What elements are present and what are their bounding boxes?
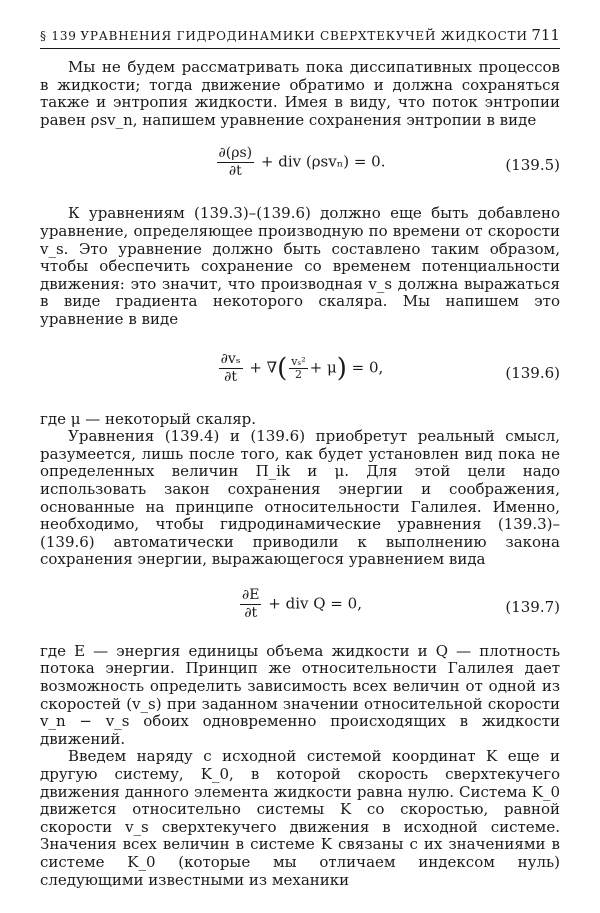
book-page [40, 26, 560, 889]
equation-139-5: $\frac{\partial(\rho s)}{\partial t}$ + div (ρsvₙ) = 0. (139.5) [218, 145, 560, 180]
paragraph-5: где E — энергия единицы объема жидкости и Q — плотность потока энергии. Принцип же относительности Галилея дает возможность определить зависимость всех величин от одной из скоростей (v_s) при заданном значении относительной скорости v_n − v_s обоих одновременно происходящих в жидкости движений. [40, 641, 560, 748]
equation-number: (139.7) [505, 597, 560, 616]
fraction: $\frac{\partial(\rho s)}{\partial t}$ [218, 145, 253, 180]
running-header [40, 26, 560, 44]
paragraph-6: Введем наряду с исходной системой координат K еще и другую систему, K_0, в которой скорость сверхтекучего движения данного элемента жидкости равна нулю. Система K_0 движется относительно системы K со скоростью, равной скорости v_s сверхтекучего движения в исходной системе. Значения всех величин в системе K связаны с их значениями в системе K_0 (которые мы отличаем индексом нуль) следующими известными из механики [40, 747, 560, 889]
fraction: $\frac{\partial E}{\partial t}$ [242, 586, 260, 621]
page-number: 711 [531, 26, 560, 44]
equation-number: (139.6) [505, 363, 560, 382]
section-number: § 139 [40, 29, 77, 43]
header-title: УРАВНЕНИЯ ГИДРОДИНАМИКИ СВЕРХТЕКУЧЕЙ ЖИДКОСТИ [80, 29, 528, 43]
paragraph-2: К уравнениям (139.3)–(139.6) должно еще быть добавлено уравнение, определяющее производную по времени от скорости v_s. Это уравнение должно быть составлено таким образом, чтобы обеспечить сохранение со временем потенциальности движения: это значит, что производная v_s должна выражаться в виде градиента некоторого скаляра. Мы напишем это уравнение в виде [40, 204, 560, 328]
paragraph-4: Уравнения (139.4) и (139.6) приобретут реальный смысл, разумеется, лишь после того, как будет установлен вид пока не определенных величин Π_ik и μ. Для этой цели надо использовать закон сохранения энергии и соображения, основанные на принципе относительности Галилея. Именно, необходимо, чтобы гидродинамические уравнения (139.3)–(139.6) автоматически приводили к выполнению закона сохранения энергии, выражающегося уравнением вида [40, 427, 560, 569]
equation-number: (139.5) [505, 156, 560, 175]
equation-139-7: $\frac{\partial E}{\partial t}$ + div Q = 0, (139.7) [242, 586, 560, 621]
paragraph-3: где μ — некоторый скаляр. [40, 409, 257, 428]
paragraph-1: Мы не будем рассматривать пока диссипативных процессов в жидкости; тогда движение обратимо и должна сохраняться также и энтропия жидкости. Имея в виду, что поток энтропии равен ρsv_n, напишем уравнение сохранения энтропии в виде [40, 58, 560, 129]
inner-fraction: $\frac{\text{vₛ²}}{2}$ [291, 354, 306, 381]
fraction: $\frac{\text{∂vₛ}}{\partial t}$ [220, 350, 241, 385]
equation-139-6: $\frac{\text{∂vₛ}}{\partial t}$ + ∇( $\frac{\text{vₛ²}}{2}$ + μ) = 0, (139.6) [220, 350, 560, 385]
